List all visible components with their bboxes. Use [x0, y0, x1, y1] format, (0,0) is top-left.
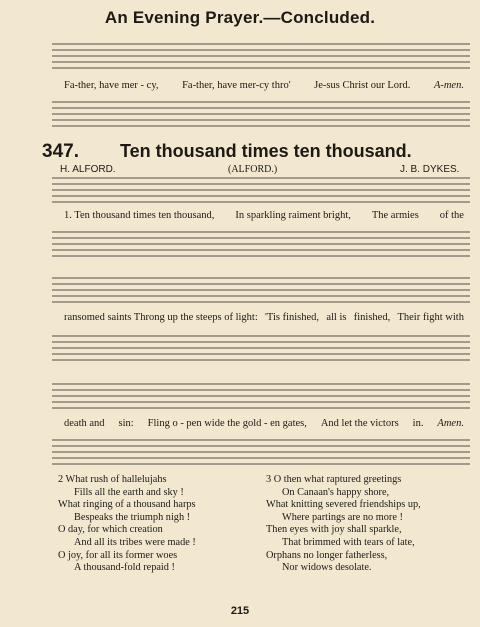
- lyric-fragment: The armies: [371, 210, 419, 221]
- lyric-fragment: Fa-ther, have mer - cy,: [64, 80, 159, 91]
- verse-line: O joy, for all its former woes: [58, 549, 178, 561]
- music-system-prev-treble: [0, 38, 480, 78]
- music-system-2-treble: [0, 272, 480, 312]
- lyric-fragment: Fling o - pen wide the gold - en gates,: [147, 418, 307, 429]
- amen-label: Amen.: [437, 418, 464, 429]
- music-system-3-treble: [0, 378, 480, 418]
- verse-line: What ringing of a thousand harps: [58, 499, 196, 511]
- lyric-fragment: all is: [326, 312, 347, 323]
- lyric-fragment: 1. Ten thousand times ten thousand,: [64, 210, 215, 221]
- lyric-fragment: In sparkling raiment bright,: [235, 210, 351, 221]
- lyric-fragment: Fa-ther, have mer-cy thro': [182, 80, 291, 91]
- lyrics-line-1: [64, 210, 464, 221]
- lyric-fragment: 'Tis finished,: [265, 312, 320, 323]
- hymn-title: Ten thousand times ten thousand.: [120, 141, 412, 161]
- lyric-fragment: of the: [439, 210, 464, 221]
- lyric-fragment: death and: [64, 418, 105, 429]
- verse-line: Fills all the earth and sky !: [74, 486, 184, 498]
- composer-credit: J. B. DYKES.: [400, 164, 460, 175]
- verse-line: Nor widows desolate.: [282, 562, 372, 574]
- verse-line: Orphans no longer fatherless,: [266, 549, 388, 561]
- verse-line: On Canaan's happy shore,: [282, 486, 390, 498]
- verse-line: O day, for which creation: [58, 524, 163, 536]
- lyric-fragment: Je-sus Christ our Lord.: [314, 80, 411, 91]
- verse-3: [266, 474, 421, 575]
- hymn-number: 347.: [42, 141, 79, 162]
- author-credit: H. ALFORD.: [60, 164, 116, 175]
- verse-line: What knitting severed friendships up,: [266, 499, 421, 511]
- music-system-2-bass: [0, 330, 480, 370]
- lyric-fragment: Their fight with: [397, 312, 464, 323]
- music-system-1-treble: [0, 172, 480, 212]
- verse-line: And all its tribes were made !: [74, 536, 196, 548]
- verse-line: 3 O then what raptured greetings: [266, 474, 402, 485]
- verse-line: 2 What rush of hallelujahs: [58, 474, 167, 485]
- music-system-3-bass: [0, 434, 480, 474]
- verse-line: Bespeaks the triumph nigh !: [74, 511, 191, 523]
- lyric-fragment: sin:: [118, 418, 134, 429]
- prev-hymn-lyrics: [64, 80, 464, 91]
- verse-2: [58, 474, 196, 575]
- lyrics-line-2: [64, 312, 464, 323]
- verse-line: That brimmed with tears of late,: [282, 536, 415, 548]
- lyric-fragment: in.: [412, 418, 424, 429]
- lyric-fragment: finished,: [353, 312, 391, 323]
- lyrics-line-3: [64, 418, 464, 429]
- music-system-prev-bass: [0, 96, 480, 136]
- verse-line: Then eyes with joy shall sparkle,: [266, 524, 402, 536]
- lyric-fragment: ransomed saints Throng up the steeps of light:: [64, 312, 258, 323]
- verse-line: A thousand-fold repaid !: [74, 562, 175, 574]
- verse-line: Where partings are no more !: [282, 511, 403, 523]
- lyric-fragment: And let the victors: [320, 418, 399, 429]
- amen-label: A-men.: [433, 80, 464, 91]
- music-system-1-bass: [0, 226, 480, 266]
- tune-name: (ALFORD.): [228, 164, 278, 175]
- page-title: An Evening Prayer.—Concluded.: [104, 8, 376, 27]
- page-number: 215: [230, 605, 250, 617]
